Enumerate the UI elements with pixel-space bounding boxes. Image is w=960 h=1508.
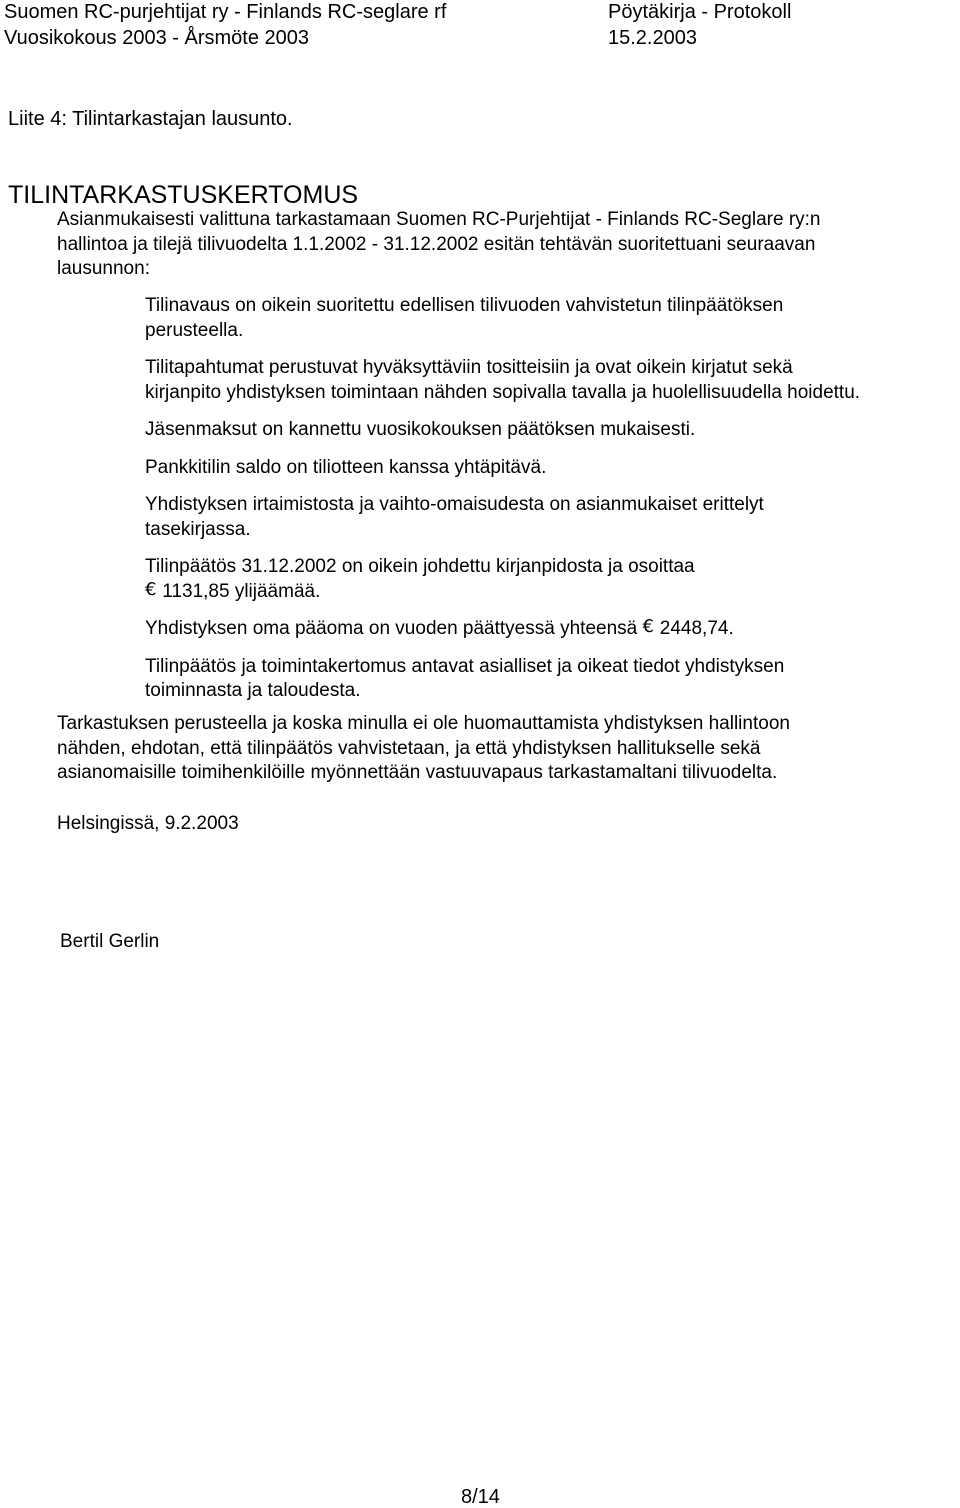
finding-item	[145, 356, 945, 405]
intro-line: Asianmukaisesti valittuna tarkastamaan Suomen RC-Purjehtijat - Finlands RC-Seglare ry:n	[57, 209, 821, 230]
intro-line: lausunnon:	[57, 258, 150, 279]
finding-text: Tilitapahtumat perustuvat hyväksyttäviin tositteisiin ja ovat oikein kirjatut sekä	[145, 357, 793, 378]
finding-item	[145, 493, 945, 542]
finding-item	[145, 555, 945, 604]
header-document-type: Pöytäkirja - Protokoll	[608, 1, 792, 23]
finding-text: toiminnasta ja taloudesta.	[145, 680, 361, 701]
document-title: TILINTARKASTUSKERTOMUS	[8, 180, 359, 209]
finding-text: tasekirjassa.	[145, 518, 251, 540]
finding-text: Tilinpäätös 31.12.2002 on oikein johdettu kirjanpidosta ja osoittaa	[145, 556, 695, 577]
finding-text: kirjanpito yhdistyksen toimintaan nähden sopivalla tavalla ja huolellisuudella hoidettu.	[145, 381, 861, 403]
finding-text: Tilinavaus on oikein suoritettu edellisen tilivuoden vahvistetun tilinpäätöksen	[145, 295, 784, 316]
equity-amount: 2448,74.	[659, 618, 734, 639]
finding-text-with-amount	[145, 617, 945, 642]
conclusion-line: Tarkastuksen perusteella ja koska minulla ei ole huomauttamista yhdistyksen hallintoon	[57, 713, 790, 734]
intro-paragraph	[57, 208, 937, 282]
finding-text: Yhdistyksen oma pääoma on vuoden päättyessä yhteensä	[145, 618, 643, 639]
header-date: 15.2.2003	[608, 27, 697, 49]
finding-text: Tilinpäätös ja toimintakertomus antavat asialliset ja oikeat tiedot yhdistyksen	[145, 655, 785, 677]
conclusion-line: nähden, ehdotan, että tilinpäätös vahvistetaan, ja että yhdistyksen hallitukselle sekä	[57, 737, 761, 759]
finding-text: Yhdistyksen irtaimistosta ja vaihto-omaisudesta on asianmukaiset erittelyt	[145, 494, 764, 515]
signer-name: Bertil Gerlin	[60, 931, 160, 952]
audit-findings-list	[145, 294, 945, 704]
euro-sign: €	[145, 578, 157, 600]
surplus-amount: 1131,85 ylijäämää.	[162, 580, 321, 602]
finding-item	[145, 418, 945, 443]
page-number: 8/14	[461, 1486, 500, 1508]
intro-line: hallintoa ja tilejä tilivuodelta 1.1.2002 - 31.12.2002 esitän tehtävän suoritettuani seuraavan	[57, 233, 816, 255]
finding-item	[145, 294, 945, 343]
attachment-title: Liite 4: Tilintarkastajan lausunto.	[8, 108, 293, 130]
finding-item	[145, 456, 945, 481]
finding-text: Jäsenmaksut on kannettu vuosikokouksen päätöksen mukaisesti.	[145, 419, 696, 440]
finding-text: Pankkitilin saldo on tiliotteen kanssa yhtäpitävä.	[145, 456, 547, 478]
header-meeting: Vuosikokous 2003 - Årsmöte 2003	[4, 27, 309, 49]
euro-sign: €	[642, 616, 654, 637]
conclusion-paragraph	[57, 712, 937, 786]
header-organization: Suomen RC-purjehtijat ry - Finlands RC-seglare rf	[4, 1, 447, 23]
place-and-date: Helsingissä, 9.2.2003	[57, 813, 239, 834]
finding-text: perusteella.	[145, 319, 244, 341]
finding-item	[145, 655, 945, 704]
conclusion-line: asianomaisille toimihenkilöille myönnettään vastuuvapaus tarkastamaltani tilivuodelta.	[57, 762, 778, 783]
finding-text-with-amount	[145, 580, 945, 605]
finding-item	[145, 617, 945, 642]
